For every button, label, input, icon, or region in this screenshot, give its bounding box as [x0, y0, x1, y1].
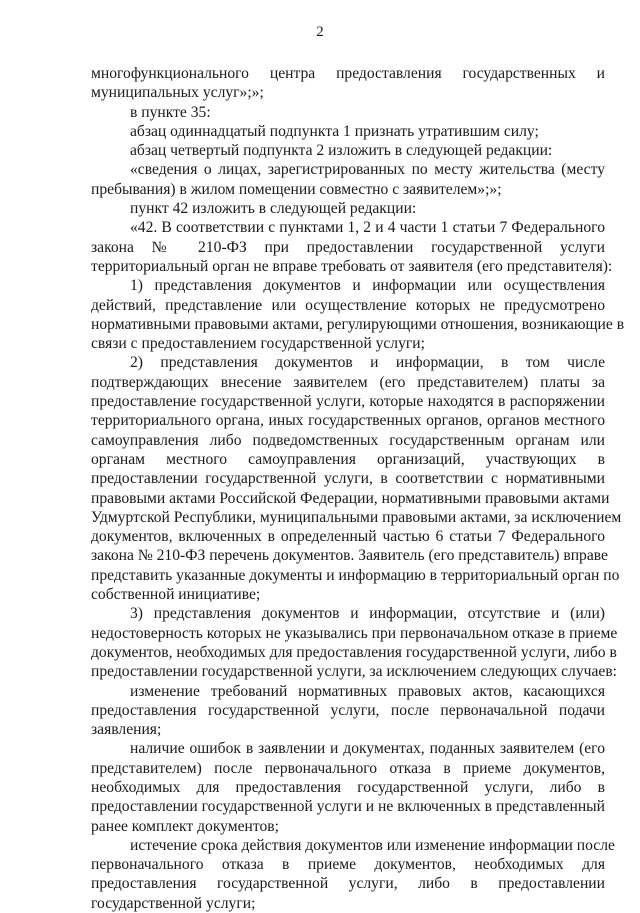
text-line: предоставления государственной услуги, либо в предоставлении [91, 875, 605, 893]
text-line: документов, включенных в определенный частью 6 статьи 7 Федерального [91, 528, 605, 546]
text-line: закона № 210-ФЗ при предоставлении государственной услуги [91, 238, 605, 256]
text-line: документов, необходимых для предоставления государственной услуги, либо в [91, 643, 617, 661]
text-line: территориальный орган не вправе требовать от заявителя (его представителя): [91, 257, 613, 275]
text-line: предоставления государственной услуги, после первоначальной подачи [91, 701, 605, 719]
text-line: 1) представления документов и информации или осуществления [130, 277, 605, 295]
text-line: правовыми актами Российской Федерации, нормативными правовыми актами [91, 489, 610, 507]
text-line: необходимых для предоставления государственной услуги, либо в [91, 778, 605, 796]
document-body [91, 64, 625, 913]
text-line: «сведения о лицах, зарегистрированных по месту жительства (месту [130, 161, 605, 179]
text-line: закона № 210-ФЗ перечень документов. Заявитель (его представитель) вправе [91, 547, 608, 565]
text-line: первоначального отказа в приеме документов, необходимых для [91, 856, 605, 874]
text-line: территориального органа, иных государственных органов, органов местного [91, 412, 605, 430]
text-line: действий, представление или осуществление которых не предусмотрено [91, 296, 605, 314]
text-line: органам местного самоуправления организаций, участвующих в [91, 450, 605, 468]
text-line: связи с предоставлением государственной услуги; [91, 335, 425, 353]
text-line: ранее комплект документов; [91, 817, 279, 835]
text-line: государственной услуги; [91, 894, 256, 912]
text-line: многофункционального центра предоставления государственных и [91, 65, 605, 82]
text-line: 2) представления документов и информации, в том числе [130, 354, 605, 372]
text-line: самоуправления либо подведомственных государственным органам или [91, 431, 605, 449]
text-line: представителем) после первоначального отказа в приеме документов, [91, 759, 605, 777]
text-line: изменение требований нормативных правовых актов, касающихся [130, 682, 605, 700]
text-line: предоставление государственной услуги, которые находятся в распоряжении [91, 393, 605, 411]
text-line: предоставлении государственной услуги и не включенных в представленный [91, 798, 605, 816]
text-line: пункт 42 изложить в следующей редакции: [130, 200, 417, 218]
text-line: истечение срока действия документов или изменение информации после [130, 836, 615, 854]
text-line: 3) представления документов и информации, отсутствие и (или) [130, 605, 605, 623]
text-line: собственной инициативе; [91, 586, 261, 604]
text-line: Удмуртской Республики, муниципальными правовыми актами, за исключением [91, 508, 622, 526]
text-line: наличие ошибок в заявлении и документах, поданных заявителем (его [130, 740, 605, 758]
text-line: недостоверность которых не указывались при первоначальном отказе в приеме [91, 624, 618, 642]
text-line: предоставлении государственной услуги, в соответствии с нормативными [91, 470, 605, 488]
text-line: представить указанные документы и информацию в территориальный орган по [91, 566, 620, 584]
text-line: абзац четвертый подпункта 2 изложить в следующей редакции: [130, 142, 553, 160]
text-line: абзац одиннадцатый подпункта 1 признать утратившим силу; [130, 122, 539, 140]
text-line: муниципальных услуг»;»; [91, 84, 264, 102]
text-line: «42. В соответствии с пунктами 1, 2 и 4 части 1 статьи 7 Федерального [130, 219, 605, 237]
text-line: нормативными правовыми актами, регулирующими отношения, возникающие в [91, 315, 625, 333]
text-line: пребывания) в жилом помещении совместно с заявителем»;»; [91, 180, 502, 198]
text-line: предоставлении государственной услуги, за исключением следующих случаев: [91, 663, 618, 681]
page-number: 2 [316, 24, 324, 40]
text-line: в пункте 35: [130, 103, 211, 121]
text-line: заявления; [91, 721, 162, 739]
text-line: подтверждающих внесение заявителем (его представителем) платы за [91, 373, 605, 391]
